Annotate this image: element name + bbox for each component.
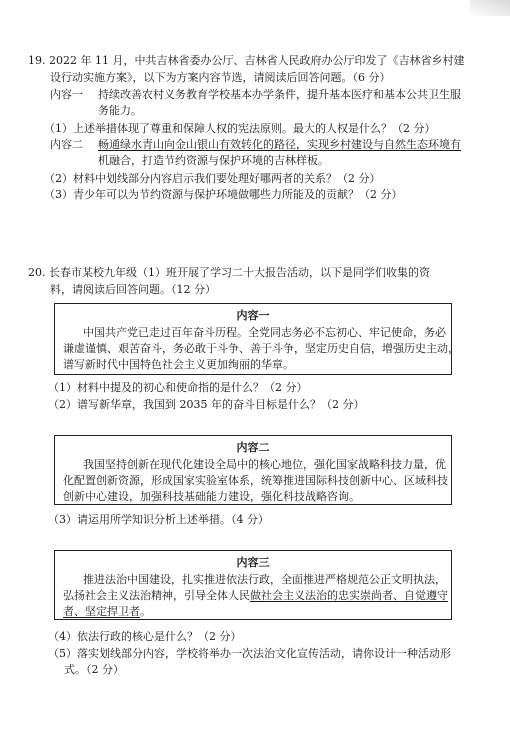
- q20-content3-line3-plain: 。: [140, 605, 151, 618]
- q19-content1-text2: 务能力。: [98, 104, 142, 117]
- q20-sub5-line1: （5）落实划线部分内容，学校将举办一次法治文化宣传活动，请你设计一种活动形: [48, 647, 451, 660]
- q20-sub4: （4）依法行政的核心是什么？（2 分）: [48, 630, 242, 643]
- q20-content3-line2-plain: 弘扬社会主义法治精神，引导全体人民: [63, 589, 250, 602]
- q20-content2-line1: 我国坚持创新在现代化建设全局中的核心地位，强化国家战略科技力量，优: [83, 458, 446, 471]
- q20-content1-line3: 谱写新时代中国特色社会主义更加绚丽的华章。: [63, 358, 294, 371]
- q19-content1-text1: 持续改善农村义务教育学校基本办学条件，提升基本医疗和基本公共卫生服: [98, 88, 461, 101]
- q19-sub1: （1）上述举措体现了尊重和保障人权的宪法原则。最大的人权是什么？（2 分）: [44, 122, 436, 135]
- q19-content1-label: 内容一: [50, 88, 83, 101]
- q20-content2-title: 内容二: [236, 441, 270, 454]
- q20-content3-box: [54, 550, 452, 620]
- q20-content3-line3-underlined: 者、坚定捍卫者: [63, 605, 140, 618]
- q20-content1-box: [54, 303, 459, 375]
- q19-content2-text1-underlined: 畅通绿水青山向金山银山有效转化的路径，实现乡村建设与自然生态环境有: [98, 138, 461, 151]
- q19-sub2: （2）材料中划线部分内容启示我们要处理好哪两者的关系？（2 分）: [44, 172, 381, 185]
- q19-sub3: （3）青少年可以为节约资源与保护环境做哪些力所能及的贡献？（2 分）: [44, 188, 403, 201]
- q19-content2-label: 内容二: [50, 138, 83, 151]
- page-corner-shadow: [470, 0, 510, 16]
- q20-content1-line1: 中国共产党已走过百年奋斗历程。全党同志务必不忘初心、牢记使命，务必: [83, 326, 446, 339]
- q20-sub5-line2: 式。（2 分）: [64, 663, 124, 676]
- q20-intro-line2: 料，请阅读后回答问题。（12 分）: [50, 283, 216, 296]
- q20-content3-line1: 推进法治中国建设，扎实推进依法行政，全面推进严格规范公正文明执法，: [83, 573, 446, 586]
- q20-content3-line2: [63, 589, 448, 603]
- q20-intro-line1: 20. 长春市某校九年级（1）班开展了学习二十大报告活动，以下是同学们收集的资: [28, 266, 430, 279]
- q20-content3-line2-underlined: 做社会主义法治的忠实崇尚者、自觉遵守: [250, 589, 448, 602]
- q20-content2-line3: 创新中心建设，加强科技基础能力建设，强化科技战略咨询。: [63, 490, 360, 503]
- q19-content2-text2: 机融合，打造节约资源与保护环境的吉林样板。: [98, 154, 329, 167]
- q19-intro-line1: 19. 2022 年 11 月，中共吉林省委办公厅、吉林省人民政府办公厅印发了《吉林省乡村建: [28, 54, 465, 67]
- q19-intro-line2: 设行动实施方案》，以下为方案内容节选，请阅读后回答问题。（6 分）: [50, 71, 391, 84]
- q20-sub3: （3）请运用所学知识分析上述举措。（4 分）: [48, 513, 269, 526]
- q20-content2-box: [54, 435, 452, 505]
- q20-content3-line3: [63, 605, 151, 619]
- q20-content1-line2: 谦虚谨慎、艰苦奋斗，务必敢于斗争、善于斗争，坚定历史自信，增强历史主动，: [63, 342, 459, 355]
- q20-sub2: （2）谱写新华章，我国到 2035 年的奋斗目标是什么？（2 分）: [48, 398, 365, 411]
- q20-content2-line2: 化配置创新资源，形成国家实验室体系，统筹推进国际科技创新中心、区域科技: [63, 474, 448, 487]
- q20-sub1: （1）材料中提及的初心和使命指的是什么？（2 分）: [48, 381, 308, 394]
- q20-content1-title: 内容一: [236, 309, 270, 322]
- q20-content3-title: 内容三: [236, 556, 270, 569]
